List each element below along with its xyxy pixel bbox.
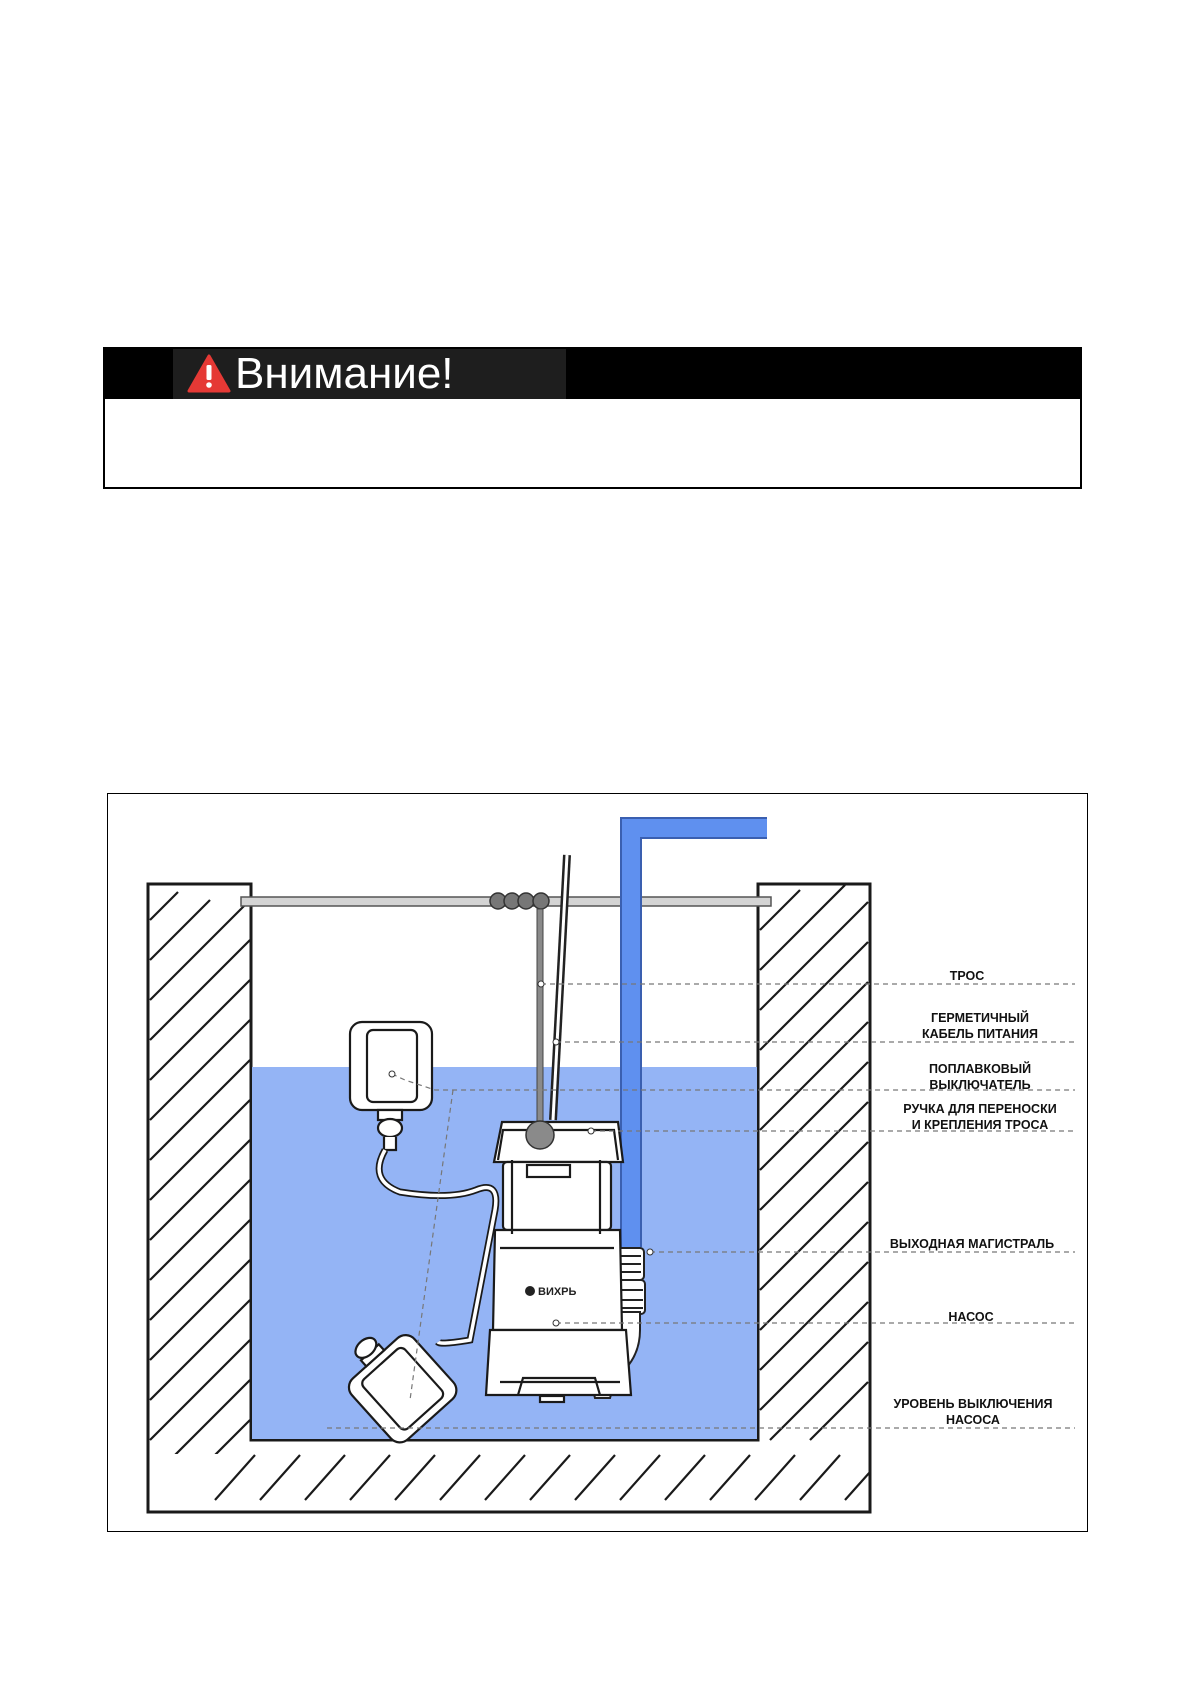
svg-text:ВИХРЬ: ВИХРЬ xyxy=(538,1286,577,1298)
label-pump: НАСОС xyxy=(948,1310,994,1324)
handle-knob xyxy=(526,1121,554,1149)
label-cable-2: КАБЕЛЬ ПИТАНИЯ xyxy=(921,1027,1039,1041)
rope-clamps xyxy=(490,893,549,909)
label-float-2: ВЫКЛЮЧАТЕЛЬ xyxy=(929,1078,1031,1092)
label-handle-1: РУЧКА ДЛЯ ПЕРЕНОСКИ xyxy=(903,1102,1057,1116)
rope xyxy=(537,909,543,1124)
label-handle-2: И КРЕПЛЕНИЯ ТРОСА xyxy=(911,1118,1049,1132)
diagram-labels xyxy=(890,969,1057,1427)
label-outlet: ВЫХОДНАЯ МАГИСТРАЛЬ xyxy=(889,1237,1055,1251)
label-cable-1: ГЕРМЕТИЧНЫЙ xyxy=(931,1011,1029,1025)
label-float-1: ПОПЛАВКОВЫЙ xyxy=(928,1062,1032,1076)
label-shutoff-2: НАСОСА xyxy=(946,1413,1000,1427)
label-shutoff-1: УРОВЕНЬ ВЫКЛЮЧЕНИЯ xyxy=(893,1397,1053,1411)
pump-body xyxy=(486,1122,631,1402)
warning-title: Внимание! xyxy=(235,349,454,398)
label-rope: ТРОС xyxy=(949,969,985,983)
